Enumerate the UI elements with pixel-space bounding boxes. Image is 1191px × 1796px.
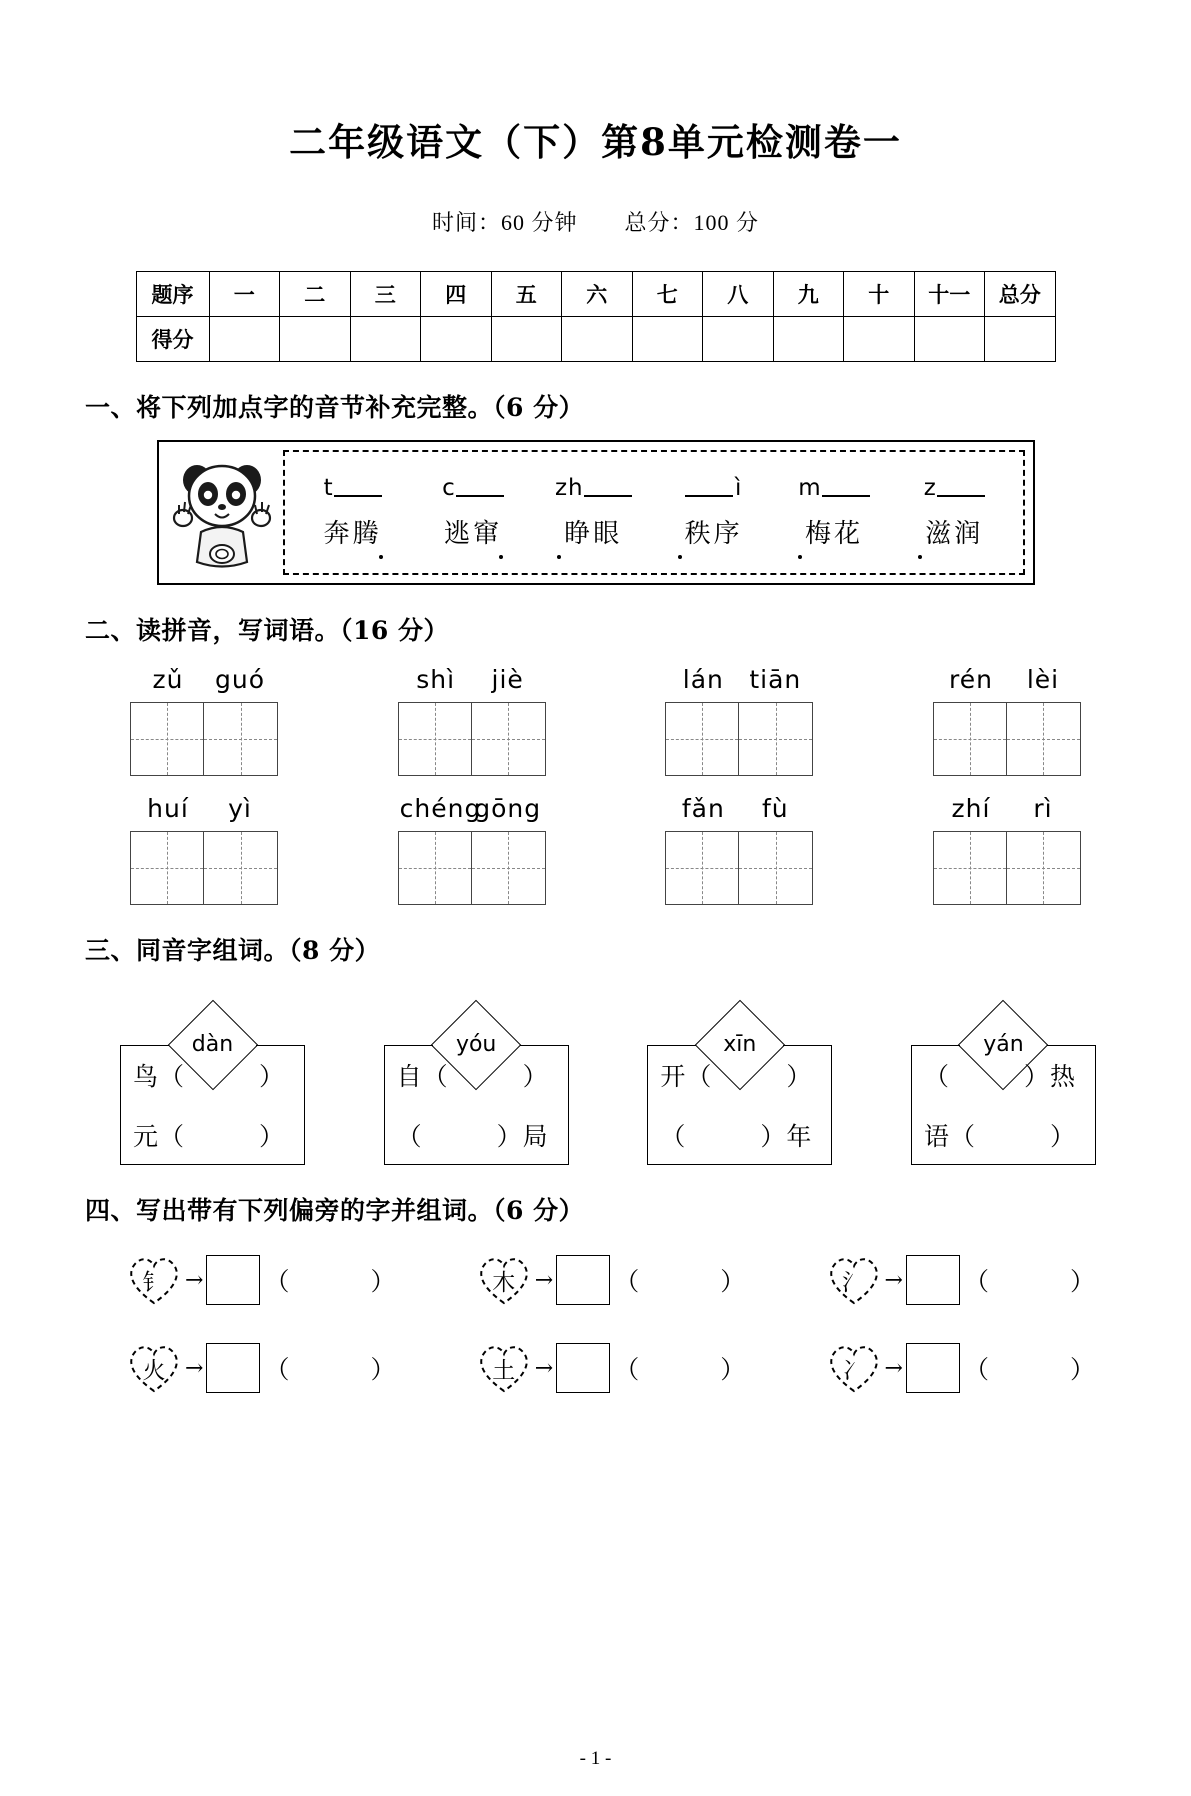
tianzige-box[interactable] bbox=[739, 831, 813, 905]
pinyin-label-6 bbox=[398, 794, 546, 823]
tianzige-7[interactable] bbox=[665, 831, 813, 905]
score-col-2: 二 bbox=[280, 272, 351, 317]
tianzige-box[interactable] bbox=[1007, 702, 1081, 776]
tianzige-box[interactable] bbox=[472, 831, 546, 905]
radical-char-5: 土 bbox=[492, 1357, 516, 1384]
page-title: 二年级语文（下）第8单元检测卷一 bbox=[289, 120, 902, 164]
pinyin-blank-2[interactable] bbox=[413, 475, 533, 501]
tianzige-box[interactable] bbox=[739, 702, 813, 776]
answer-paren-1[interactable] bbox=[264, 1262, 396, 1298]
line-right-2b: ）局 bbox=[496, 1122, 549, 1151]
blank-line-3[interactable] bbox=[584, 475, 632, 497]
section-3-points: （8 分） bbox=[289, 936, 381, 965]
tianzige-box[interactable] bbox=[933, 702, 1007, 776]
tianzige-1[interactable] bbox=[130, 702, 278, 776]
arrow-icon: → bbox=[185, 1355, 204, 1381]
tianzige-box[interactable] bbox=[665, 831, 739, 905]
paren-close-6: ） bbox=[1069, 1355, 1096, 1384]
arrow-icon: → bbox=[884, 1267, 903, 1293]
heart-icon bbox=[125, 1253, 183, 1307]
score-cell-6[interactable] bbox=[562, 317, 633, 362]
pinyin-8b: rì bbox=[1033, 794, 1053, 823]
answer-box-3[interactable] bbox=[906, 1255, 960, 1305]
tianzige-box[interactable] bbox=[130, 702, 204, 776]
heart-icon bbox=[475, 1341, 533, 1395]
section-3-row bbox=[120, 1001, 1096, 1165]
score-cell-2[interactable] bbox=[280, 317, 351, 362]
section-2-points: （16 分） bbox=[340, 616, 450, 645]
write-word-cell-5 bbox=[130, 794, 278, 905]
write-word-cell-2 bbox=[398, 665, 546, 776]
emphasis-dot-2 bbox=[499, 555, 503, 559]
radical-char-3: 氵 bbox=[842, 1269, 866, 1296]
pinyin-prefix-2: c bbox=[442, 475, 456, 501]
pinyin-4a: rén bbox=[948, 665, 993, 694]
homophone-group-3 bbox=[647, 1001, 832, 1165]
heart-icon bbox=[825, 1253, 883, 1307]
write-word-cell-7 bbox=[665, 794, 813, 905]
score-table-value-row bbox=[136, 317, 1055, 362]
heart-icon bbox=[475, 1253, 533, 1307]
line-left-2b: （ bbox=[396, 1122, 423, 1151]
paren-open-5: （ bbox=[614, 1355, 641, 1384]
box-top-left-4 bbox=[912, 1045, 960, 1046]
homophone-line-3b[interactable] bbox=[648, 1105, 831, 1165]
score-col-9: 九 bbox=[773, 272, 844, 317]
tianzige-box[interactable] bbox=[130, 831, 204, 905]
diamond-1 bbox=[169, 1000, 257, 1088]
line-right-1b: ） bbox=[259, 1122, 286, 1151]
score-cell-1[interactable] bbox=[209, 317, 280, 362]
box-top-left-2 bbox=[385, 1045, 433, 1046]
section-4-number: 四、 bbox=[85, 1196, 137, 1225]
section-4-heading bbox=[85, 1191, 1191, 1227]
answer-box-2[interactable] bbox=[556, 1255, 610, 1305]
word-3 bbox=[533, 513, 653, 550]
tianzige-3[interactable] bbox=[665, 702, 813, 776]
emphasis-dot-6 bbox=[918, 555, 922, 559]
blank-line-5[interactable] bbox=[822, 475, 870, 497]
word-1 bbox=[293, 513, 413, 550]
pinyin-label-1 bbox=[130, 665, 278, 694]
section-1-title: 将下列加点字的音节补充完整。 bbox=[136, 393, 494, 422]
write-word-cell-4 bbox=[933, 665, 1081, 776]
pinyin-blank-1[interactable] bbox=[293, 475, 413, 501]
pinyin-prefix-6: z bbox=[923, 475, 937, 501]
pinyin-item-2 bbox=[413, 475, 533, 550]
score-cell-9[interactable] bbox=[773, 317, 844, 362]
score-col-6: 六 bbox=[562, 272, 633, 317]
tianzige-2[interactable] bbox=[398, 702, 546, 776]
score-table-header-row bbox=[136, 272, 1055, 317]
section-3-heading bbox=[85, 931, 1191, 967]
line-left-1a: 鸟（ bbox=[133, 1062, 186, 1091]
pinyin-item-1 bbox=[293, 475, 413, 550]
section-1-points: （6 分） bbox=[493, 393, 585, 422]
pinyin-item-5 bbox=[774, 475, 894, 550]
paren-open-1: （ bbox=[264, 1267, 291, 1296]
pinyin-label-7 bbox=[665, 794, 813, 823]
word-text-1: 奔腾 bbox=[323, 519, 382, 549]
pinyin-blank-5[interactable] bbox=[774, 475, 894, 501]
exam-meta bbox=[0, 206, 1191, 237]
answer-box-5[interactable] bbox=[556, 1343, 610, 1393]
write-word-cell-1 bbox=[130, 665, 278, 776]
answer-box-1[interactable] bbox=[206, 1255, 260, 1305]
word-2 bbox=[413, 513, 533, 550]
section-3-title: 同音字组词。 bbox=[136, 936, 290, 965]
section-3-number: 三、 bbox=[85, 936, 137, 965]
radical-item-4 bbox=[125, 1341, 396, 1395]
pinyin-prefix-5: m bbox=[798, 475, 822, 501]
emphasis-dot-5 bbox=[798, 555, 802, 559]
paren-close-5: ） bbox=[720, 1355, 747, 1384]
pinyin-prefix-1: t bbox=[323, 475, 334, 501]
diamond-pinyin-1: dàn bbox=[191, 1031, 234, 1057]
section-1-number: 一、 bbox=[85, 393, 137, 422]
pinyin-5b: yì bbox=[228, 794, 252, 823]
tianzige-box[interactable] bbox=[398, 702, 472, 776]
paren-open-6: （ bbox=[963, 1355, 990, 1384]
section-4-points: （6 分） bbox=[493, 1196, 585, 1225]
homophone-line-4b[interactable] bbox=[912, 1105, 1095, 1165]
write-word-cell-8 bbox=[933, 794, 1081, 905]
pinyin-item-6 bbox=[894, 475, 1014, 550]
section-4-title: 写出带有下列偏旁的字并组词。 bbox=[136, 1196, 494, 1225]
score-table-row-label-2: 得分 bbox=[136, 317, 209, 362]
line-left-2a: 自（ bbox=[396, 1062, 449, 1091]
score-col-4: 四 bbox=[421, 272, 492, 317]
time-label: 时间：60 分钟 bbox=[431, 210, 578, 235]
tianzige-box[interactable] bbox=[204, 702, 278, 776]
radical-char-4: 火 bbox=[142, 1357, 166, 1384]
score-col-5: 五 bbox=[491, 272, 562, 317]
worksheet-page bbox=[0, 112, 1191, 1796]
pinyin-4b: lèi bbox=[1026, 665, 1060, 694]
blank-line-1[interactable] bbox=[334, 475, 382, 497]
score-table bbox=[136, 271, 1056, 362]
radical-item-2 bbox=[475, 1253, 746, 1307]
score-cell-11[interactable] bbox=[914, 317, 985, 362]
pinyin-item-3 bbox=[533, 475, 653, 550]
diamond-4 bbox=[959, 1000, 1047, 1088]
diamond-pinyin-3: xīn bbox=[723, 1031, 757, 1057]
section-2-row-1 bbox=[130, 665, 1081, 776]
line-left-3a: 开（ bbox=[660, 1062, 713, 1091]
blank-line-2[interactable] bbox=[456, 475, 504, 497]
total-score-label: 总分：100 分 bbox=[624, 210, 760, 235]
box-top-right-4 bbox=[1047, 1045, 1095, 1046]
panda-mascot-icon bbox=[167, 454, 279, 572]
radical-item-6 bbox=[825, 1341, 1096, 1395]
section-4-row-2 bbox=[125, 1341, 1096, 1395]
pinyin-label-8 bbox=[933, 794, 1081, 823]
tianzige-box[interactable] bbox=[204, 831, 278, 905]
arrow-icon: → bbox=[534, 1267, 554, 1293]
pinyin-label-5 bbox=[130, 794, 278, 823]
box-top-right-1 bbox=[256, 1045, 304, 1046]
box-top-right-2 bbox=[520, 1045, 568, 1046]
radical-char-2: 木 bbox=[492, 1269, 516, 1296]
tianzige-4[interactable] bbox=[933, 702, 1081, 776]
section-1-dashed-panel bbox=[283, 450, 1025, 575]
line-left-4b: 语（ bbox=[923, 1122, 976, 1151]
word-5 bbox=[774, 513, 894, 550]
line-right-3a: ） bbox=[786, 1062, 813, 1091]
heart-icon bbox=[125, 1341, 183, 1395]
paren-open-4: （ bbox=[264, 1355, 291, 1384]
line-right-3b: ）年 bbox=[760, 1122, 813, 1151]
word-text-2: 逃窜 bbox=[443, 519, 502, 549]
line-left-1b: 元（ bbox=[133, 1122, 186, 1151]
homophone-box-4 bbox=[911, 1031, 1096, 1165]
emphasis-dot-3 bbox=[557, 555, 561, 559]
score-col-7: 七 bbox=[632, 272, 703, 317]
score-table-row-label-1: 题序 bbox=[136, 272, 209, 317]
score-cell-5[interactable] bbox=[491, 317, 562, 362]
answer-paren-4[interactable] bbox=[264, 1350, 396, 1386]
pinyin-label-3 bbox=[665, 665, 813, 694]
word-text-4: 秩序 bbox=[684, 519, 743, 549]
arrow-icon: → bbox=[185, 1267, 204, 1293]
paren-open-3: （ bbox=[963, 1267, 990, 1296]
section-2-heading bbox=[85, 611, 1191, 647]
write-word-cell-6 bbox=[398, 794, 546, 905]
pinyin-5a: huí bbox=[147, 794, 189, 823]
tianzige-5[interactable] bbox=[130, 831, 278, 905]
answer-paren-6[interactable] bbox=[964, 1350, 1096, 1386]
write-word-cell-3 bbox=[665, 665, 813, 776]
blank-line-6[interactable] bbox=[937, 475, 985, 497]
answer-paren-2[interactable] bbox=[614, 1262, 746, 1298]
pinyin-item-4 bbox=[654, 475, 774, 550]
pinyin-suffix-4: ì bbox=[734, 475, 743, 501]
diamond-pinyin-4: yán bbox=[983, 1031, 1024, 1057]
score-col-10: 十 bbox=[844, 272, 915, 317]
pinyin-6a: chéng bbox=[399, 794, 482, 823]
section-4-row-1 bbox=[125, 1253, 1096, 1307]
radical-item-3 bbox=[825, 1253, 1096, 1307]
homophone-line-2b[interactable] bbox=[385, 1105, 568, 1165]
pinyin-8a: zhí bbox=[951, 794, 991, 823]
score-cell-8[interactable] bbox=[703, 317, 774, 362]
arrow-icon: → bbox=[884, 1355, 903, 1381]
score-col-total: 总分 bbox=[985, 272, 1056, 317]
pinyin-blank-6[interactable] bbox=[894, 475, 1014, 501]
score-col-11: 十一 bbox=[914, 272, 985, 317]
pinyin-1b: guó bbox=[214, 665, 265, 694]
tianzige-box[interactable] bbox=[1007, 831, 1081, 905]
tianzige-box[interactable] bbox=[933, 831, 1007, 905]
line-right-4b: ） bbox=[1049, 1122, 1076, 1151]
tianzige-6[interactable] bbox=[398, 831, 546, 905]
word-6 bbox=[894, 513, 1014, 550]
tianzige-box[interactable] bbox=[665, 702, 739, 776]
score-col-3: 三 bbox=[350, 272, 421, 317]
tianzige-box[interactable] bbox=[472, 702, 546, 776]
pinyin-7b: fù bbox=[761, 794, 789, 823]
score-cell-3[interactable] bbox=[350, 317, 421, 362]
score-cell-4[interactable] bbox=[421, 317, 492, 362]
homophone-box-2 bbox=[384, 1031, 569, 1165]
line-left-3b: （ bbox=[660, 1122, 687, 1151]
line-right-1a: ） bbox=[259, 1062, 286, 1091]
pinyin-blank-4[interactable] bbox=[654, 475, 774, 501]
heart-icon bbox=[825, 1341, 883, 1395]
line-right-2a: ） bbox=[522, 1062, 549, 1091]
answer-box-4[interactable] bbox=[206, 1343, 260, 1393]
box-top-left-3 bbox=[648, 1045, 696, 1046]
box-top-left-1 bbox=[121, 1045, 169, 1046]
radical-char-1: 钅 bbox=[142, 1269, 166, 1296]
paren-close-1: ） bbox=[370, 1267, 397, 1296]
page-number: - 1 - bbox=[579, 1748, 612, 1769]
homophone-group-2 bbox=[384, 1001, 569, 1165]
homophone-group-4 bbox=[911, 1001, 1096, 1165]
score-cell-7[interactable] bbox=[632, 317, 703, 362]
pinyin-2b: jiè bbox=[491, 665, 524, 694]
paren-close-3: ） bbox=[1069, 1267, 1096, 1296]
score-col-8: 八 bbox=[703, 272, 774, 317]
pinyin-7a: fǎn bbox=[681, 794, 725, 823]
paren-open-2: （ bbox=[614, 1267, 641, 1296]
score-col-1: 一 bbox=[209, 272, 280, 317]
section-2-number: 二、 bbox=[85, 616, 137, 645]
pinyin-6b: gōng bbox=[474, 794, 542, 823]
section-1-heading bbox=[85, 388, 1191, 424]
pinyin-3b: tiān bbox=[749, 665, 802, 694]
section-1-box bbox=[157, 440, 1035, 585]
word-text-6: 滋润 bbox=[925, 519, 984, 549]
blank-line-4[interactable] bbox=[685, 475, 733, 497]
score-cell-total[interactable] bbox=[985, 317, 1056, 362]
word-text-3: 睁眼 bbox=[564, 519, 623, 549]
pinyin-3a: lán bbox=[682, 665, 724, 694]
score-table-wrapper bbox=[136, 271, 1056, 362]
arrow-icon: → bbox=[534, 1355, 554, 1381]
section-2-title: 读拼音，写词语。 bbox=[136, 616, 341, 645]
homophone-line-1b[interactable] bbox=[121, 1105, 304, 1165]
answer-paren-5[interactable] bbox=[614, 1350, 746, 1386]
paren-close-2: ） bbox=[720, 1267, 747, 1296]
pinyin-1a: zǔ bbox=[152, 665, 184, 694]
line-left-4a: （ bbox=[923, 1062, 950, 1091]
radical-item-5 bbox=[475, 1341, 746, 1395]
radical-item-1 bbox=[125, 1253, 396, 1307]
diamond-3 bbox=[696, 1000, 784, 1088]
tianzige-box[interactable] bbox=[398, 831, 472, 905]
diamond-2 bbox=[432, 1000, 520, 1088]
pinyin-2a: shì bbox=[416, 665, 456, 694]
pinyin-label-4 bbox=[933, 665, 1081, 694]
radical-char-6: 冫 bbox=[842, 1357, 866, 1384]
pinyin-label-2 bbox=[398, 665, 546, 694]
line-right-4a: ）热 bbox=[1023, 1062, 1076, 1091]
section-2-row-2 bbox=[130, 794, 1081, 905]
word-text-5: 梅花 bbox=[804, 519, 863, 549]
homophone-group-1 bbox=[120, 1001, 305, 1165]
box-top-right-3 bbox=[783, 1045, 831, 1046]
pinyin-blank-3[interactable] bbox=[533, 475, 653, 501]
paren-close-4: ） bbox=[370, 1355, 397, 1384]
tianzige-8[interactable] bbox=[933, 831, 1081, 905]
diamond-pinyin-2: yóu bbox=[455, 1031, 497, 1057]
pinyin-prefix-3: zh bbox=[554, 475, 584, 501]
answer-paren-3[interactable] bbox=[964, 1262, 1096, 1298]
emphasis-dot-1 bbox=[379, 555, 383, 559]
word-4 bbox=[654, 513, 774, 550]
homophone-box-1 bbox=[120, 1031, 305, 1165]
answer-box-6[interactable] bbox=[906, 1343, 960, 1393]
homophone-box-3 bbox=[647, 1031, 832, 1165]
score-cell-10[interactable] bbox=[844, 317, 915, 362]
emphasis-dot-4 bbox=[678, 555, 682, 559]
